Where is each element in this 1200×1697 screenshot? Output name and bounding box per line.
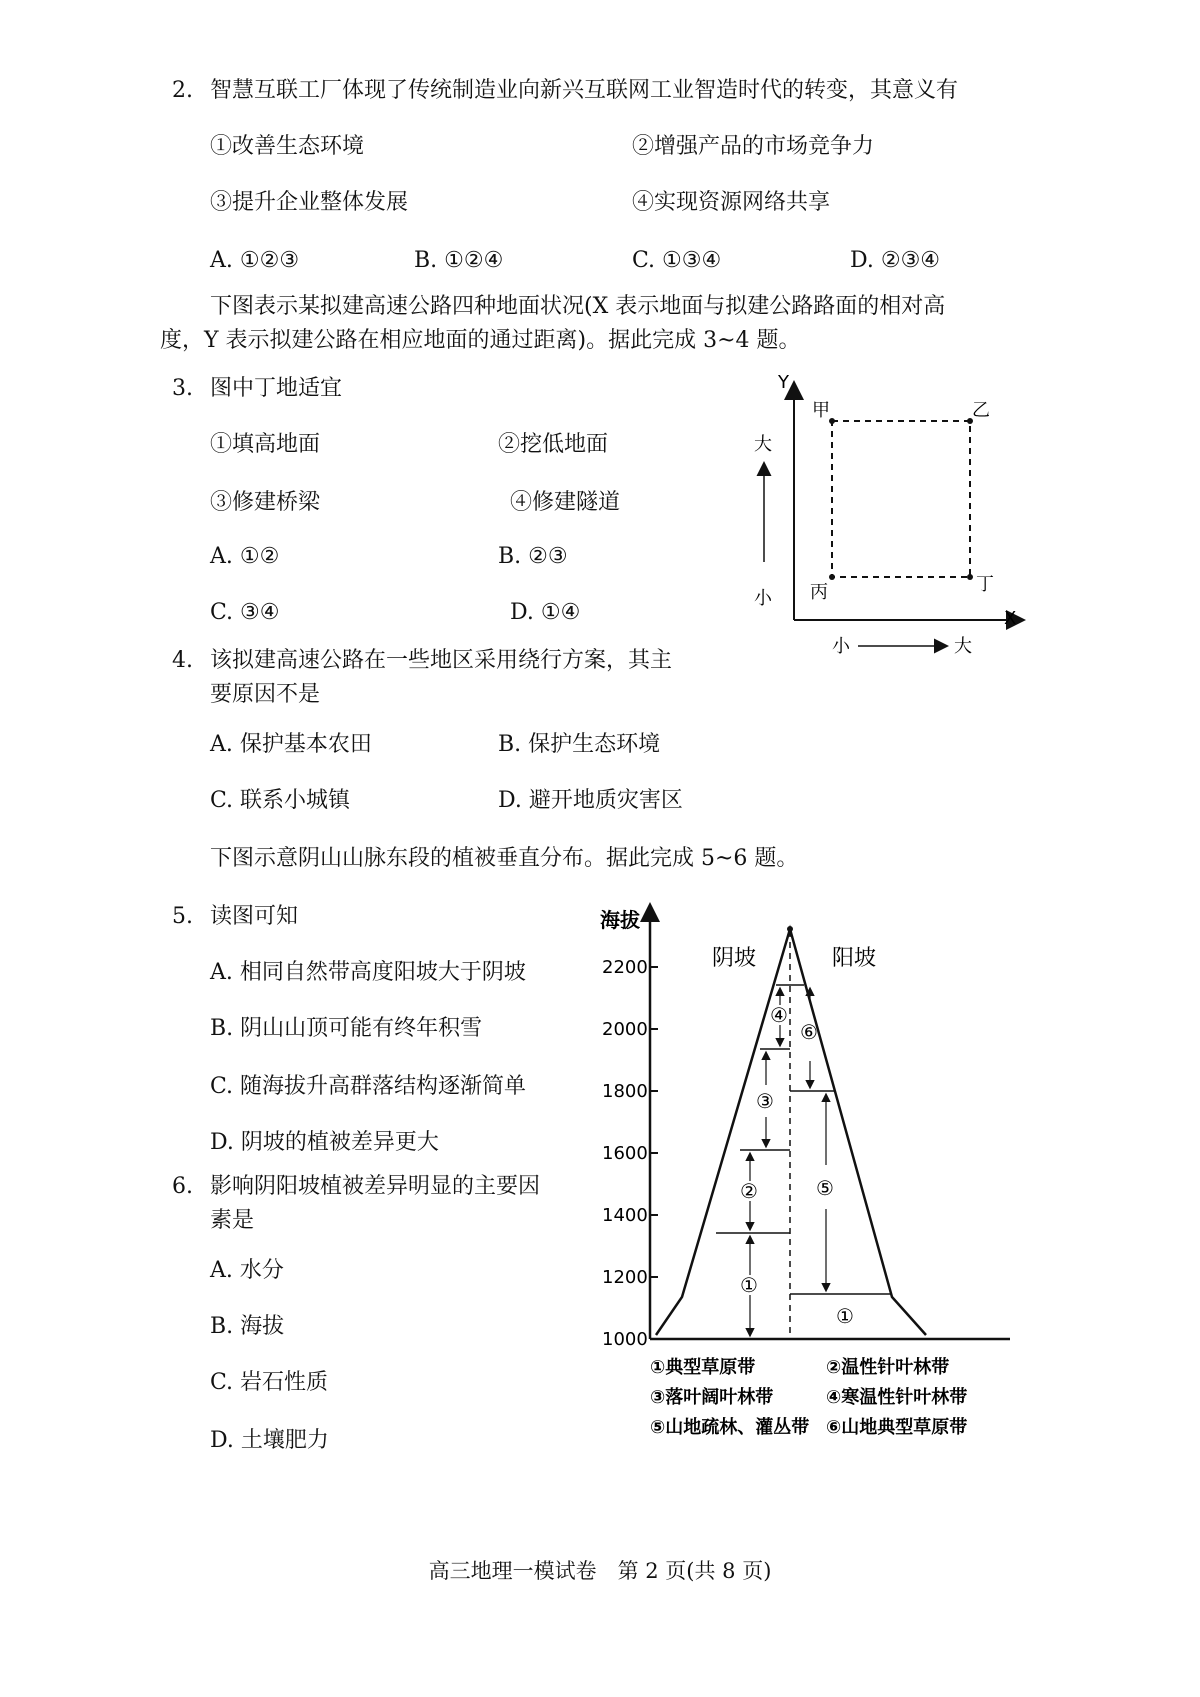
q2-choice-d: D. ②③④ [850, 248, 941, 273]
q2-option-1: ①改善生态环境 [210, 134, 365, 159]
q3-choice-b: B. ②③ [498, 544, 568, 569]
sunny-zone-6: ⑥ [800, 1020, 818, 1044]
q3-choice-c: C. ③④ [210, 600, 280, 625]
q5-choice-b: B. 阴山山顶可能有终年积雪 [210, 1016, 483, 1041]
q3-number: 3. [172, 376, 193, 401]
q2-choice-c: C. ①③④ [632, 248, 722, 273]
x-big-label: 大 [954, 636, 972, 657]
q5-number: 5. [172, 904, 193, 929]
q3-option-2: ②挖低地面 [498, 432, 609, 457]
tick-1800: 1800 [602, 1081, 648, 1102]
intro-34-line1: 下图表示某拟建高速公路四种地面状况(X 表示地面与拟建公路路面的相对高 [210, 294, 946, 319]
legend-2: ②温性针叶林带 [826, 1357, 950, 1378]
shady-zone-3: ③ [756, 1089, 774, 1113]
q4-choice-d: D. 避开地质灾害区 [498, 788, 683, 813]
q3-option-3: ③修建桥梁 [210, 490, 321, 515]
q2-option-4: ④实现资源网络共享 [632, 190, 831, 215]
q6-stem-line1: 影响阴阳坡植被差异明显的主要因 [210, 1174, 541, 1199]
q2-choice-b: B. ①②④ [414, 248, 504, 273]
q3-choice-a: A. ①② [210, 544, 280, 569]
altitude-label: 海拔 [600, 908, 640, 932]
tick-1600: 1600 [602, 1143, 648, 1164]
q5-stem: 读图可知 [210, 904, 299, 929]
sunny-slope-label: 阳坡 [832, 946, 877, 971]
road-ground-diagram [740, 372, 1030, 662]
q2-number: 2. [172, 78, 193, 103]
q5-choice-c: C. 随海拔升高群落结构逐渐简单 [210, 1074, 527, 1099]
q6-choice-d: D. 土壤肥力 [210, 1428, 329, 1453]
point-jia: 甲 [812, 400, 830, 421]
q4-stem-line1: 该拟建高速公路在一些地区采用绕行方案，其主 [210, 648, 673, 673]
point-bing: 丙 [810, 582, 828, 603]
q6-stem-line2: 素是 [210, 1208, 255, 1233]
y-small-label: 小 [754, 588, 772, 609]
q4-choice-c: C. 联系小城镇 [210, 788, 351, 813]
sunny-zone-1: ① [836, 1304, 854, 1328]
tick-2000: 2000 [602, 1019, 648, 1040]
q4-choice-a: A. 保护基本农田 [210, 732, 372, 757]
q2-choice-a: A. ①②③ [210, 248, 300, 273]
q6-choice-a: A. 水分 [210, 1258, 284, 1283]
tick-1400: 1400 [602, 1205, 648, 1226]
q2-option-3: ③提升企业整体发展 [210, 190, 409, 215]
legend-3: ③落叶阔叶林带 [650, 1387, 774, 1408]
q5-choice-a: A. 相同自然带高度阳坡大于阴坡 [210, 960, 526, 985]
q6-number: 6. [172, 1174, 193, 1199]
legend-5: ⑤山地疏林、灌丛带 [650, 1417, 810, 1438]
intro-56: 下图示意阴山山脉东段的植被垂直分布。据此完成 5~6 题。 [210, 846, 799, 871]
q2-stem: 智慧互联工厂体现了传统制造业向新兴互联网工业智造时代的转变，其意义有 [210, 78, 959, 103]
q4-number: 4. [172, 648, 193, 673]
x-small-label: 小 [832, 636, 850, 657]
point-ding: 丁 [976, 574, 994, 595]
page-footer: 高三地理一模试卷 第 2 页(共 8 页) [428, 1559, 772, 1583]
legend-1: ①典型草原带 [650, 1357, 756, 1378]
tick-2200: 2200 [602, 957, 648, 978]
point-yi: 乙 [972, 400, 990, 421]
q4-stem-line2: 要原因不是 [210, 682, 321, 707]
tick-1000: 1000 [602, 1329, 648, 1350]
shady-zone-1: ① [740, 1273, 758, 1297]
q3-choice-d: D. ①④ [510, 600, 581, 625]
q3-option-1: ①填高地面 [210, 432, 321, 457]
q3-option-4: ④修建隧道 [510, 490, 621, 515]
dashed-rectangle [832, 421, 970, 577]
mountain-outline [656, 929, 926, 1335]
shady-zone-4: ④ [770, 1003, 788, 1027]
tick-1200: 1200 [602, 1267, 648, 1288]
sunny-zone-5: ⑤ [816, 1176, 834, 1200]
shady-slope-label: 阴坡 [712, 946, 757, 971]
y-big-label: 大 [754, 434, 772, 455]
q4-choice-b: B. 保护生态环境 [498, 732, 661, 757]
q6-choice-c: C. 岩石性质 [210, 1370, 329, 1395]
q3-stem: 图中丁地适宜 [210, 376, 343, 401]
shady-zone-2: ② [740, 1179, 758, 1203]
q6-choice-b: B. 海拔 [210, 1314, 285, 1339]
x-axis-label: X [1004, 608, 1017, 629]
legend-6: ⑥山地典型草原带 [826, 1417, 968, 1438]
y-axis-label: Y [778, 372, 789, 393]
q5-choice-d: D. 阴坡的植被差异更大 [210, 1130, 439, 1155]
q2-option-2: ②增强产品的市场竞争力 [632, 134, 875, 159]
legend-4: ④寒温性针叶林带 [826, 1387, 968, 1408]
vegetation-zonation-diagram [600, 895, 1020, 1450]
intro-34-line2: 度，Y 表示拟建公路在相应地面的通过距离)。据此完成 3~4 题。 [160, 328, 801, 353]
